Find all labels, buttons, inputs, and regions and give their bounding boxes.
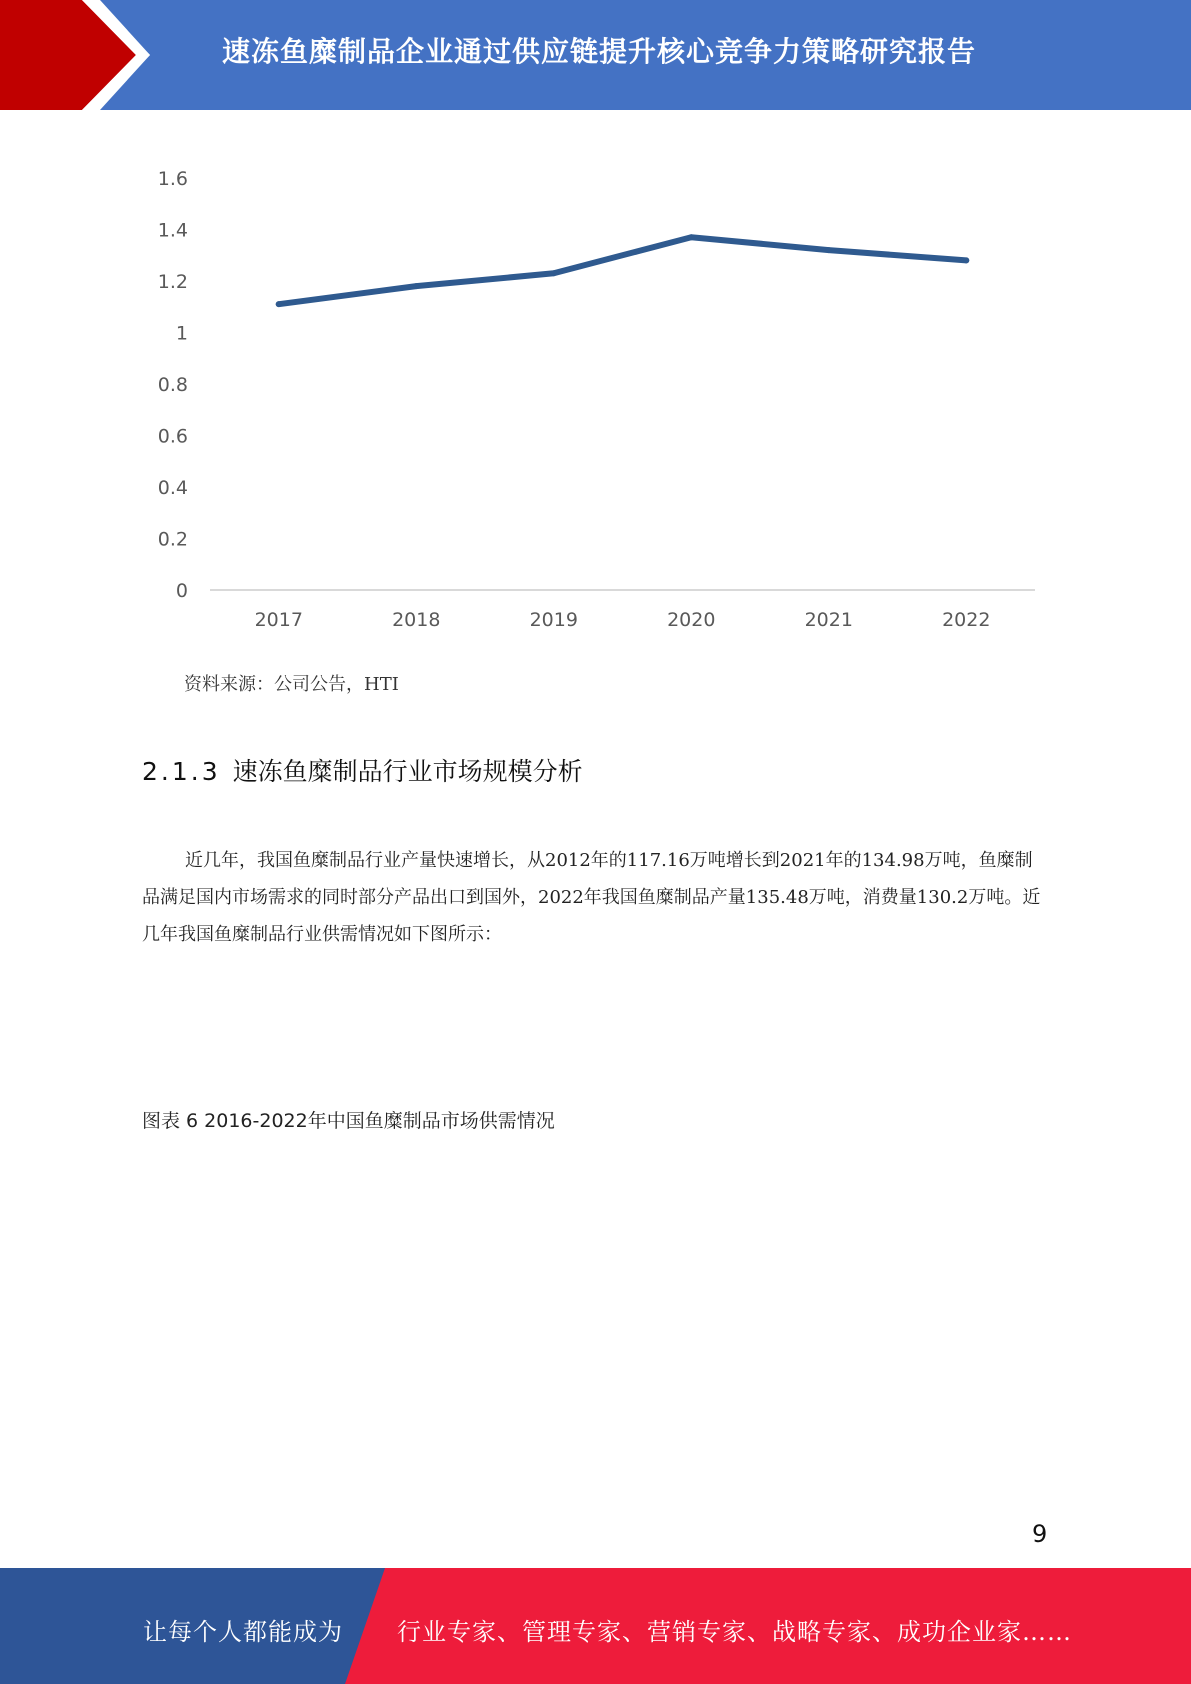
chart-source-note: 资料来源：公司公告，HTI — [184, 674, 399, 695]
data-point — [688, 234, 694, 240]
page-footer — [0, 1568, 1191, 1684]
x-axis-ticks — [255, 609, 991, 631]
y-tick-label: 0.6 — [157, 425, 188, 448]
y-tick-label: 0.8 — [157, 374, 188, 396]
y-tick-label: 1 — [175, 322, 188, 345]
y-tick-label: 0 — [175, 580, 188, 602]
page-header — [0, 0, 1191, 110]
x-tick-label: 2022 — [942, 609, 991, 631]
y-axis-ticks — [158, 168, 188, 602]
x-tick-label: 2019 — [529, 609, 578, 631]
y-tick-label: 1.6 — [157, 168, 188, 190]
section-title: 速冻鱼糜制品行业市场规模分析 — [232, 757, 583, 786]
body-paragraph: 近几年，我国鱼糜制品行业产量快速增长，从2012年的117.16万吨增长到2021年的134.98万吨，鱼糜制品满足国内市场需求的同时部分产品出口到国外，2022年我国鱼糜制品产量135.48万吨，消费量130.2万吨。近几年我国鱼糜制品行业供需情况如下图所示： — [142, 850, 1041, 945]
line-chart — [140, 160, 1040, 640]
section-heading — [142, 752, 583, 788]
footer-slogan-left: 让每个人都能成为 — [143, 1618, 343, 1646]
x-tick-label: 2021 — [804, 609, 853, 631]
figure-caption: 图表 6 2016-2022年中国鱼糜制品市场供需情况 — [142, 1110, 555, 1132]
y-tick-label: 1.2 — [157, 271, 188, 293]
y-tick-label: 1.4 — [157, 219, 188, 242]
y-tick-label: 0.4 — [157, 477, 188, 499]
x-tick-label: 2018 — [392, 609, 441, 631]
footer-slogan-right: 行业专家、管理专家、营销专家、战略专家、成功企业家…… — [397, 1618, 1072, 1646]
series-points — [276, 234, 970, 307]
y-tick-label: 0.2 — [157, 528, 188, 551]
data-point — [551, 270, 557, 276]
series-line — [279, 237, 967, 304]
page-number: 9 — [1032, 1520, 1048, 1548]
data-point — [963, 257, 969, 263]
header-chevron-decoration — [0, 0, 160, 110]
data-point — [413, 283, 419, 289]
x-tick-label: 2017 — [254, 609, 303, 631]
data-point — [826, 247, 832, 253]
data-point — [276, 301, 282, 307]
section-number: 2.1.3 — [142, 757, 221, 786]
header-title: 速冻鱼糜制品企业通过供应链提升核心竞争力策略研究报告 — [222, 35, 977, 68]
x-tick-label: 2020 — [667, 609, 716, 631]
